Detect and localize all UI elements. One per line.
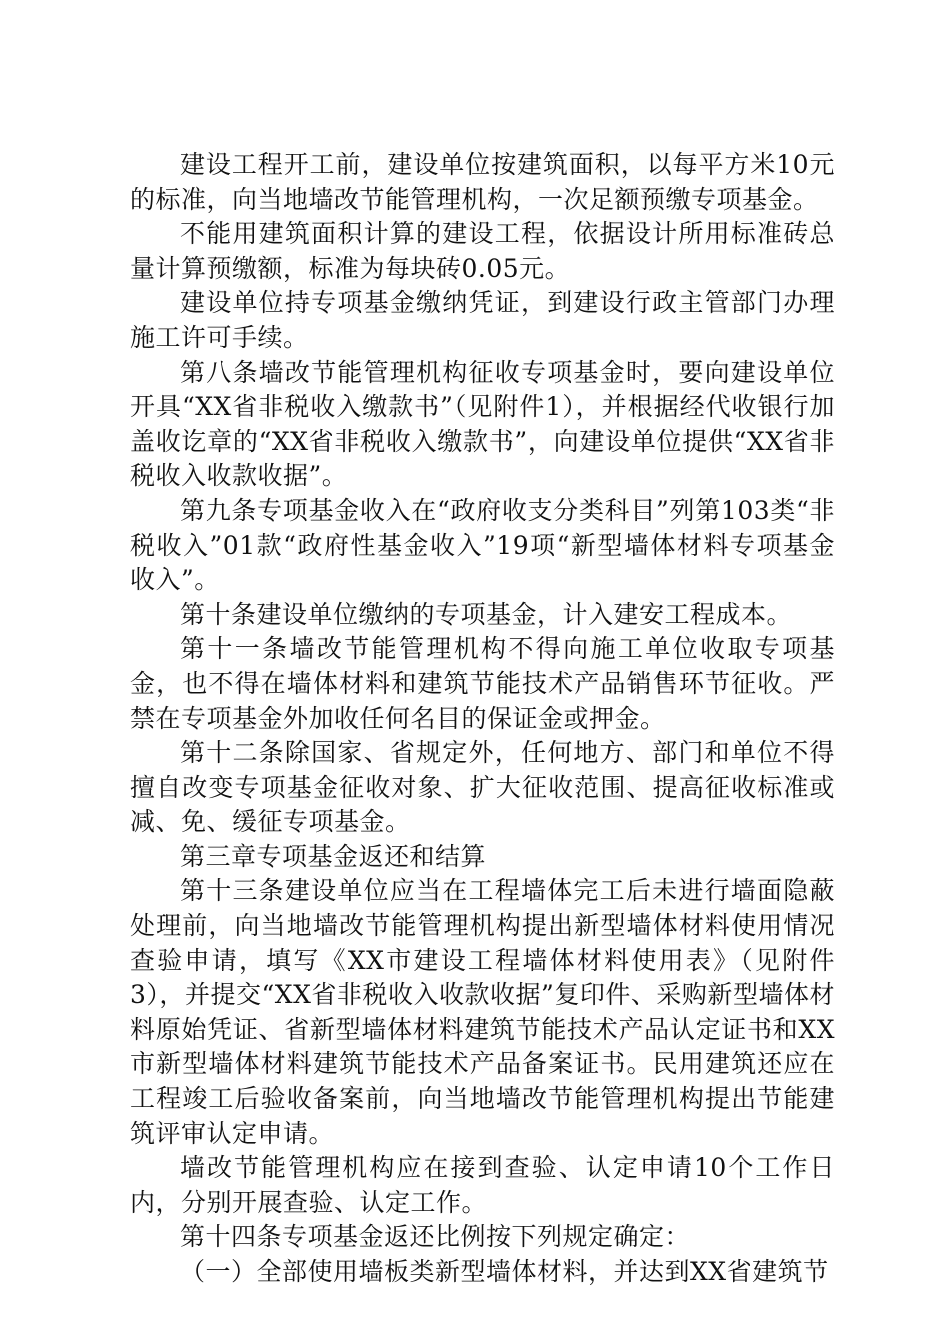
paragraph-3: 建设单位持专项基金缴纳凭证，到建设行政主管部门办理施工许可手续。: [130, 288, 835, 352]
paragraph-2: 不能用建筑面积计算的建设工程，依据设计所用标准砖总量计算预缴额，标准为每块砖0.05元。: [130, 219, 835, 283]
paragraph-article-9: 第九条专项基金收入在“政府收支分类科目”列第103类“非税收入”01款“政府性基金收入”19项“新型墙体材料专项基金收入”。: [130, 495, 835, 595]
paragraph-article-12: 第十二条除国家、省规定外，任何地方、部门和单位不得擅自改变专项基金征收对象、扩大征收范围、提高征收标准或减、免、缓征专项基金。: [130, 738, 835, 837]
paragraph-article-13: 第十三条建设单位应当在工程墙体完工后未进行墙面隐蔽处理前，向当地墙改节能管理机构提出新型墙体材料使用情况查验申请，填写《XX市建设工程墙体材料使用表》（见附件3），并提交“XX省非税收入收款收据”复印件、采购新型墙体材料原始凭证、省新型墙体材料建筑节能技术产品认定证书和XX市新型墙体材料建筑节能技术产品备案证书。民用建筑还应在工程竣工后验收备案前，向当地墙改节能管理机构提出节能建筑评审认定申请。: [130, 876, 835, 1148]
document-body: [130, 148, 835, 1290]
paragraph-article-14: 第十四条专项基金返还比例按下列规定确定：: [180, 1222, 691, 1252]
paragraph-article-10: 第十条建设单位缴纳的专项基金，计入建安工程成本。: [180, 599, 793, 629]
paragraph-item-1: （一）全部使用墙板类新型墙体材料，并达到XX省建筑节: [180, 1257, 829, 1286]
paragraph-1: 建设工程开工前，建设单位按建筑面积，以每平方米10元的标准，向当地墙改节能管理机构，一次足额预缴专项基金。: [130, 150, 835, 214]
paragraph-article-8: 第八条墙改节能管理机构征收专项基金时，要向建设单位开具“XX省非税收入缴款书”（见附件1），并根据经代收银行加盖收讫章的“XX省非税收入缴款书”，向建设单位提供“XX省非税收入收款收据”。: [130, 357, 835, 491]
chapter-heading: 第三章专项基金返还和结算: [180, 841, 487, 871]
paragraph-article-11: 第十一条墙改节能管理机构不得向施工单位收取专项基金，也不得在墙体材料和建筑节能技术产品销售环节征收。严禁在专项基金外加收任何名目的保证金或押金。: [130, 634, 835, 733]
paragraph-inspection: 墙改节能管理机构应在接到查验、认定申请10个工作日内，分别开展查验、认定工作。: [130, 1153, 835, 1217]
